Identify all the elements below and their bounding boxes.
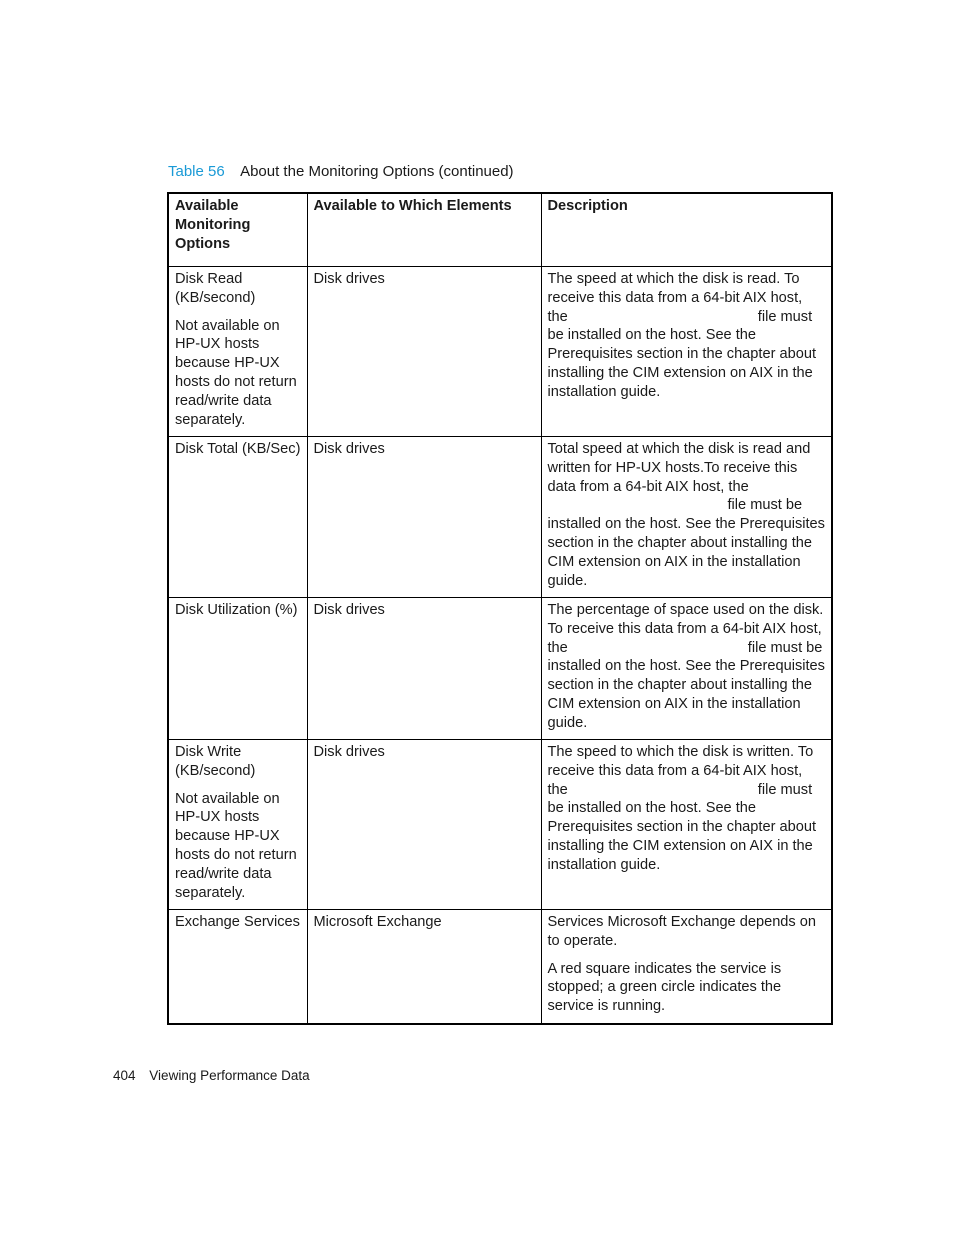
option-cell	[168, 267, 307, 437]
table-row	[168, 910, 832, 1025]
table-row	[168, 267, 832, 437]
description-cell	[541, 740, 832, 910]
description-paragraph: A red square indicates the service is stopped; a green circle indicates the service is running.	[547, 960, 782, 1015]
description-start: Total speed at which the disk is read and written for HP-UX hosts.To receive this data from a 64-bit AIX host, the	[547, 441, 811, 495]
table-caption	[168, 162, 514, 182]
description-cell	[541, 267, 832, 437]
table-header-row	[168, 193, 832, 267]
description-end: file must be installed on the host. See the Prerequisites section in the chapter about installing the CIM extension on AIX in the installation guide.	[547, 497, 825, 589]
option-cell	[168, 910, 307, 1025]
option-cell	[168, 740, 307, 910]
elements-cell: Disk drives	[307, 740, 541, 910]
elements-cell: Disk drives	[307, 598, 541, 740]
option-name: Exchange Services	[175, 914, 300, 930]
description-paragraph: Services Microsoft Exchange depends on to operate.	[547, 914, 817, 949]
elements-cell: Disk drives	[307, 267, 541, 437]
table-row	[168, 598, 832, 740]
option-cell	[168, 598, 307, 740]
monitoring-options-table	[167, 192, 833, 1025]
column-header-options: Available Monitoring Options	[168, 193, 307, 267]
elements-cell: Microsoft Exchange	[307, 910, 541, 1025]
table-row	[168, 740, 832, 910]
description-start: The speed to which the disk is written. To receive this data from a 64-bit AIX host, the	[547, 744, 814, 798]
description-cell	[541, 598, 832, 740]
footer-section-title: Viewing Performance Data	[149, 1068, 310, 1083]
column-header-elements: Available to Which Elements	[307, 193, 541, 267]
description-end: file must be installed on the host. See the Prerequisites section in the chapter about installing the CIM extension on AIX in the installation guide.	[547, 308, 817, 400]
description-end: file must be installed on the host. See the Prerequisites section in the chapter about installing the CIM extension on AIX in the installation guide.	[547, 781, 817, 873]
option-name: Disk Utilization (%)	[175, 602, 298, 618]
option-note: Not available on HP-UX hosts because HP-UX hosts do not return read/write data separately.	[175, 317, 297, 428]
elements-cell: Disk drives	[307, 437, 541, 598]
table-row	[168, 437, 832, 598]
page-number: 404	[113, 1068, 136, 1083]
table-label: Table 56	[168, 163, 225, 180]
option-note: Not available on HP-UX hosts because HP-UX hosts do not return read/write data separately.	[175, 790, 297, 901]
description-cell	[541, 910, 832, 1025]
page-footer	[113, 1066, 310, 1086]
column-header-description: Description	[541, 193, 832, 267]
description-start: The percentage of space used on the disk. To receive this data from a 64-bit AIX host, the	[547, 602, 824, 656]
table-title: About the Monitoring Options (continued)	[240, 163, 514, 180]
option-cell	[168, 437, 307, 598]
option-name: Disk Write (KB/second)	[175, 744, 256, 779]
description-start: The speed at which the disk is read. To receive this data from a 64-bit AIX host, the	[547, 271, 803, 325]
description-cell	[541, 437, 832, 598]
description-end: file must be installed on the host. See the Prerequisites section in the chapter about installing the CIM extension on AIX in the installation guide.	[547, 639, 825, 731]
option-name: Disk Total (KB/Sec)	[175, 441, 301, 457]
option-name: Disk Read (KB/second)	[175, 271, 256, 306]
